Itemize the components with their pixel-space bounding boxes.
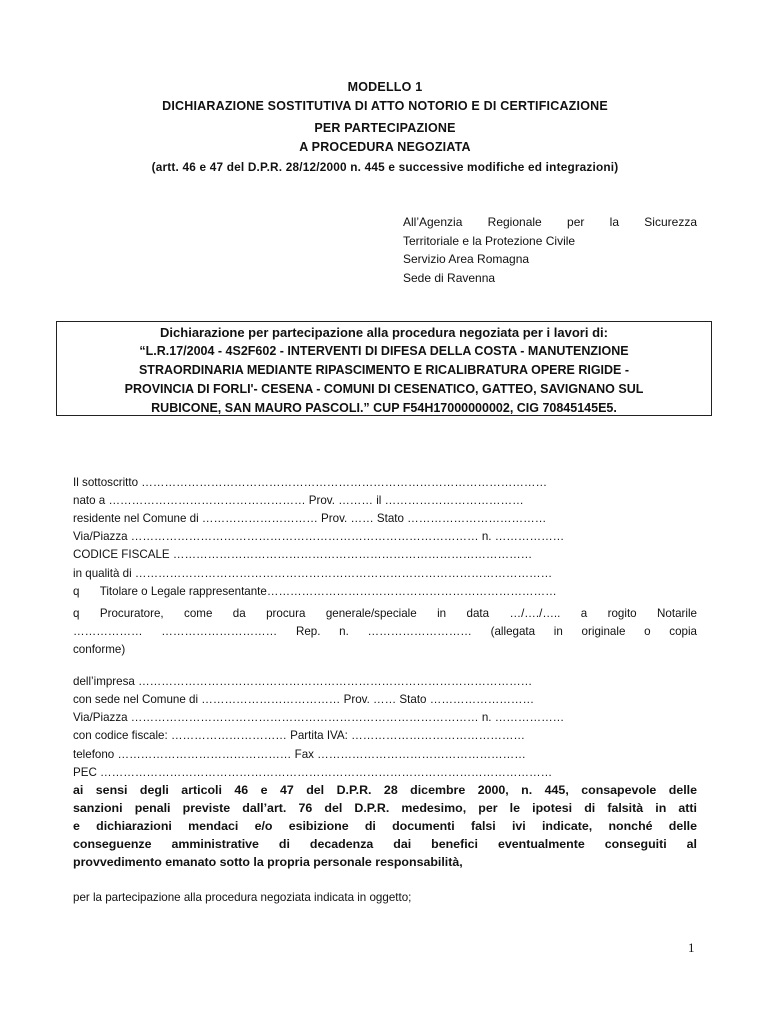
subject-intro: Dichiarazione per partecipazione alla procedura negoziata per i lavori di:	[160, 325, 608, 340]
field-qualita[interactable]: in qualità di ………………………………………………………………………………………………	[73, 567, 553, 580]
subject-line: STRAORDINARIA MEDIANTE RIPASCIMENTO E RICALIBRATURA OPERE RIGIDE -	[138, 363, 630, 377]
field-telefono-fax[interactable]: telefono ……………………………………… Fax ………………………………………………	[73, 748, 526, 761]
option-titolare[interactable]	[73, 585, 557, 598]
subject-line: RUBICONE, SAN MAURO PASCOLI.” CUP F54H17000000002, CIG 70845145E5.	[151, 401, 617, 415]
declaration-line: conseguenze amministrative di decadenza dai benefici eventualmente conseguiti al	[73, 837, 697, 851]
checkbox-marker[interactable]: q	[73, 585, 80, 598]
declaration-line: ai sensi degli articoli 46 e 47 del D.P.R. 28 dicembre 2000, n. 445, consapevole delle	[73, 783, 697, 797]
declaration-title-line3: A PROCEDURA NEGOZIATA	[299, 140, 471, 154]
field-codice-fiscale[interactable]: CODICE FISCALE …………………………………………………………………………………	[73, 548, 533, 561]
declaration-line: e dichiarazioni mendaci e/o esibizione di documenti falsi ivi indicate, nonché delle	[73, 819, 697, 833]
declaration-title: DICHIARAZIONE SOSTITUTIVA DI ATTO NOTORIO E DI CERTIFICAZIONE	[162, 99, 608, 113]
subject-line: “L.R.17/2004 - 4S2F602 - INTERVENTI DI DIFESA DELLA COSTA - MANUTENZIONE	[139, 344, 629, 358]
recipient-line: Territoriale e la Protezione Civile	[403, 233, 576, 248]
field-impresa[interactable]: dell’impresa …………………………………………………………………………………………	[73, 675, 533, 688]
field-residente[interactable]: residente nel Comune di ………………………… Prov. …… Stato ………………………………	[73, 512, 547, 525]
legal-reference: (artt. 46 e 47 del D.P.R. 28/12/2000 n. 445 e successive modifiche ed integrazioni)	[151, 160, 619, 174]
page-number: 1	[688, 940, 695, 955]
field-via-impresa[interactable]: Via/Piazza ……………………………………………………………………………… n. ………………	[73, 711, 565, 724]
declaration-paragraph	[73, 781, 697, 871]
checkbox-marker[interactable]: q	[73, 607, 80, 620]
recipient-line: Sede di Ravenna	[403, 270, 496, 285]
field-sede[interactable]: con sede nel Comune di ……………………………… Prov. …… Stato ………………………	[73, 693, 535, 706]
field-sottoscritto[interactable]: Il sottoscritto ……………………………………………………………………………………………	[73, 476, 548, 489]
purpose-text: per la partecipazione alla procedura negoziata indicata in oggetto;	[73, 891, 412, 904]
declaration-line: provvedimento emanato sotto la propria personale responsabilità,	[73, 855, 463, 869]
declaration-line: sanzioni penali previste dall’art. 76 del D.P.R. medesimo, per le ipotesi di falsità in atti	[73, 801, 697, 815]
procuratore-line3: conforme)	[73, 643, 126, 656]
declaration-title-line2: PER PARTECIPAZIONE	[314, 121, 456, 135]
recipient-block	[403, 213, 697, 287]
recipient-line: All’Agenzia Regionale per la Sicurezza	[403, 215, 697, 229]
option-procuratore-label: Procuratore, come da procura generale/speciale in data …/…./….. a rogito Notarile	[99, 607, 697, 620]
subject-line: PROVINCIA DI FORLI'- CESENA - COMUNI DI CESENATICO, GATTEO, SAVIGNANO SUL	[124, 382, 644, 396]
field-nato-a[interactable]: nato a …………………………………………… Prov. ……… il ………………………………	[73, 494, 524, 507]
option-procuratore[interactable]	[73, 607, 697, 620]
procuratore-line2[interactable]: ……………… ………………………… Rep. n. ……………………… (allegata in originale o copia	[73, 625, 697, 638]
recipient-line: Servizio Area Romagna	[403, 252, 530, 266]
field-via[interactable]: Via/Piazza ……………………………………………………………………………… n. ………………	[73, 530, 565, 543]
field-pec[interactable]: PEC ………………………………………………………………………………………………………	[73, 766, 553, 779]
field-codice-fiscale-impresa[interactable]: con codice fiscale: ………………………… Partita IVA: ………………………………………	[73, 729, 526, 742]
option-titolare-label: Titolare o Legale rappresentante…………………………………………………………………	[99, 585, 557, 598]
model-title: MODELLO 1	[347, 80, 423, 94]
